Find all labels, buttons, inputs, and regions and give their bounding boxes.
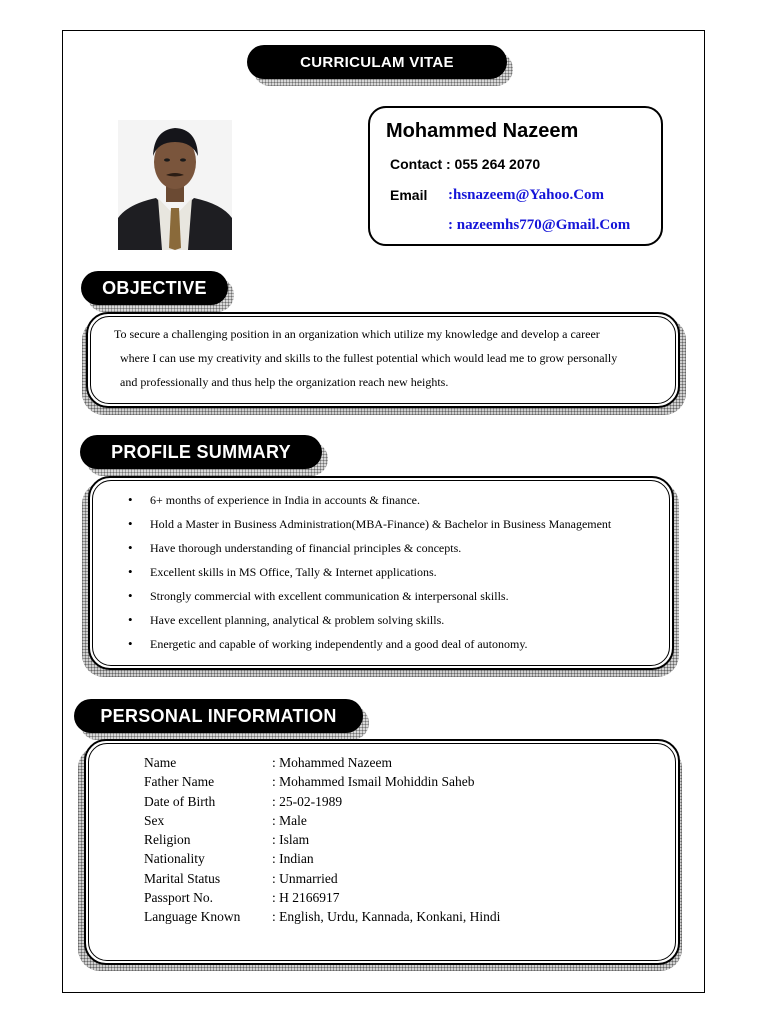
pi-label-passport: Passport No. [144,890,214,906]
document-title: CURRICULAM VITAE [247,45,507,79]
objective-line-3: and professionally and thus help the organization reach new heights. [120,375,449,389]
objective-line-2: where I can use my creativity and skills to the fullest potential which would lead me to grow personally [120,351,618,365]
profile-photo [118,120,232,250]
pi-label-father-name: Father Name [144,774,215,790]
personal-information-heading [74,699,363,733]
table-row [144,753,500,772]
table-row [144,869,500,888]
pi-value-languages: : English, Urdu, Kannada, Konkani, Hindi [272,909,501,925]
list-item: • Strongly commercial with excellent communication & interpersonal skills. [128,584,611,608]
pi-label-languages: Language Known [144,909,241,925]
profile-summary-heading-label: PROFILE SUMMARY [80,435,322,469]
contact-phone: Contact : 055 264 2070 [390,156,541,172]
pi-value-marital-status: : Unmarried [272,870,338,886]
pi-label-name: Name [144,755,177,770]
list-item: • Have excellent planning, analytical & problem solving skills. [128,608,611,632]
email-link-gmail[interactable]: : nazeemhs770@Gmail.Com [448,217,631,233]
objective-heading [81,271,228,305]
table-row [144,811,500,830]
objective-line-1: To secure a challenging position in an organization which utilize my knowledge and develop a career [114,327,600,341]
personal-information-heading-label: PERSONAL INFORMATION [74,699,363,733]
list-item: • Hold a Master in Business Administration(MBA-Finance) & Bachelor in Business Management [128,512,611,536]
list-item: • Excellent skills in MS Office, Tally & Internet applications. [128,560,611,584]
profile-summary-list [128,488,611,656]
email-label: Email [390,187,428,203]
profile-summary-heading [80,435,322,469]
candidate-name: Mohammed Nazeem [386,120,579,142]
objective-text [106,322,664,394]
pi-value-sex: : Male [272,812,307,828]
table-row [144,772,500,791]
pi-label-dob: Date of Birth [144,793,216,809]
table-row [144,830,500,849]
pi-value-dob: : 25-02-1989 [272,793,343,809]
title-banner [247,45,507,79]
profile-photo-image [118,120,232,250]
personal-information-table [144,753,500,927]
pi-value-passport: : H 2166917 [272,890,340,906]
pi-label-nationality: Nationality [144,851,205,867]
table-row [144,888,500,907]
pi-value-father-name: : Mohammed Ismail Mohiddin Saheb [272,774,475,790]
pi-value-religion: : Islam [272,832,310,848]
contact-card [368,106,663,246]
list-item: • Energetic and capable of working independently and a good deal of autonomy. [128,632,611,656]
table-row [144,792,500,811]
list-item: • 6+ months of experience in India in accounts & finance. [128,488,611,512]
objective-heading-label: OBJECTIVE [81,271,228,305]
objective-box [86,312,680,408]
table-row [144,907,500,926]
pi-label-religion: Religion [144,832,191,848]
profile-summary-box [88,476,674,670]
pi-value-name: : Mohammed Nazeem [272,755,392,770]
personal-information-box [84,739,680,965]
pi-label-sex: Sex [144,812,165,828]
list-item: • Have thorough understanding of financial principles & concepts. [128,536,611,560]
pi-value-nationality: : Indian [272,851,314,867]
email-link-yahoo[interactable]: :hsnazeem@Yahoo.Com [448,187,605,203]
pi-label-marital-status: Marital Status [144,870,221,886]
table-row [144,849,500,868]
